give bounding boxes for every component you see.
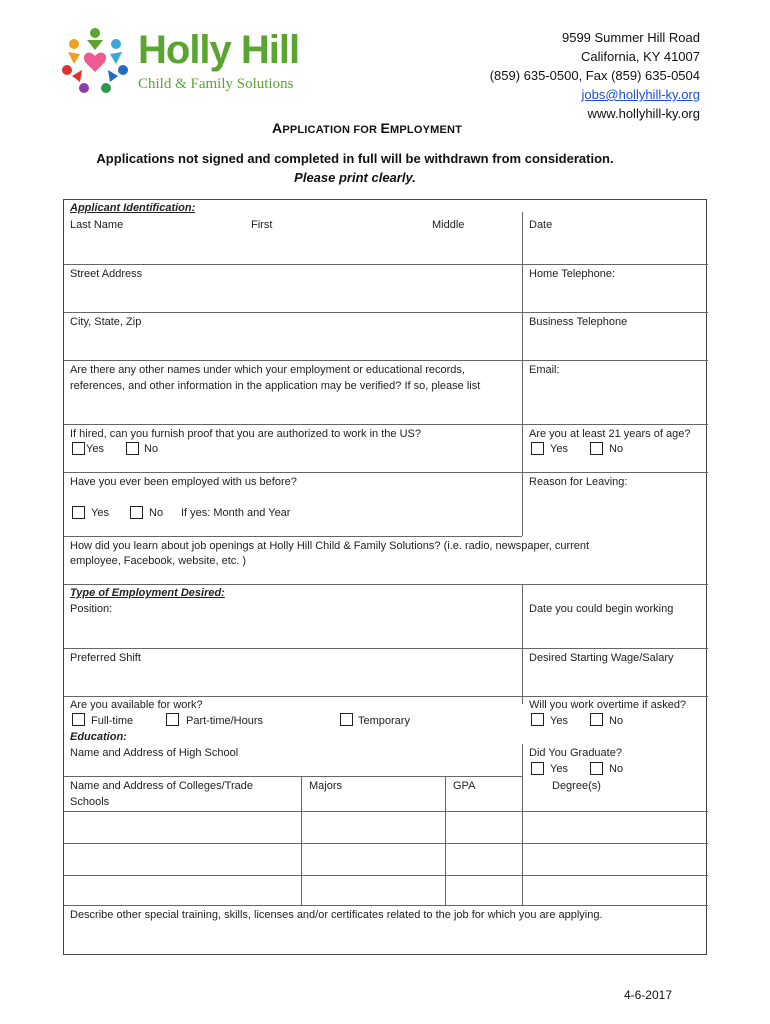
label-did-graduate: Did You Graduate? <box>529 747 622 759</box>
notice <box>0 149 710 187</box>
label-begin-working: Date you could begin working <box>529 603 674 615</box>
label-middle-name: Middle <box>432 219 465 231</box>
label-gpa: GPA <box>453 780 476 792</box>
notice-line-1: Applications not signed and completed in full will be withdrawn from consideration. <box>96 151 614 166</box>
checkbox-employed-yes[interactable] <box>72 506 85 519</box>
label-position: Position: <box>70 603 113 615</box>
label-other-names-1: Are there any other names under which your employment or educational records, <box>70 364 465 376</box>
label-reason-leaving: Reason for Leaving: <box>529 476 628 488</box>
notice-line-2: Please print clearly. <box>294 170 416 185</box>
email-link[interactable]: jobs@hollyhill-ky.org <box>581 87 700 102</box>
footer-date: 4-6-2017 <box>623 988 672 1002</box>
label-age-21: Are you at least 21 years of age? <box>529 428 691 440</box>
section-employment: Type of Employment Desired: <box>70 587 225 599</box>
website[interactable]: www.hollyhill-ky.org <box>587 106 700 121</box>
checkbox-overtime-no[interactable] <box>590 713 603 726</box>
label-first-name: First <box>251 219 273 231</box>
label-date: Date <box>529 219 553 231</box>
label-graduate-no: No <box>609 763 624 775</box>
label-overtime-yes: Yes <box>550 715 568 727</box>
label-parttime: Part-time/Hours <box>186 715 264 727</box>
section-applicant: Applicant Identification: <box>70 202 196 214</box>
label-majors: Majors <box>309 780 343 792</box>
label-available: Are you available for work? <box>70 699 203 711</box>
label-overtime-no: No <box>609 715 624 727</box>
label-high-school: Name and Address of High School <box>70 747 239 759</box>
label-colleges-1: Name and Address of Colleges/Trade <box>70 780 254 792</box>
label-temporary: Temporary <box>358 715 410 727</box>
label-authorized-yes: Yes <box>86 443 104 455</box>
logo-title: Holly Hill <box>138 28 300 72</box>
application-form <box>63 199 707 955</box>
checkbox-authorized-no[interactable] <box>126 442 139 455</box>
label-overtime: Will you work overtime if asked? <box>529 699 687 711</box>
label-employed-no: No <box>149 507 164 519</box>
address-line-2: California, KY 41007 <box>580 49 700 64</box>
label-employed-before: Have you ever been employed with us before? <box>70 476 297 488</box>
checkbox-parttime[interactable] <box>166 713 179 726</box>
checkbox-age-no[interactable] <box>590 442 603 455</box>
label-other-names-2: references, and other information in the application may be verified? If so, please list <box>70 380 481 392</box>
label-special-training: Describe other special training, skills, licenses and/or certificates related to the job for which you are applying. <box>70 909 603 921</box>
checkbox-temporary[interactable] <box>340 713 353 726</box>
label-graduate-yes: Yes <box>550 763 568 775</box>
label-preferred-shift: Preferred Shift <box>70 652 141 664</box>
label-email: Email: <box>529 364 560 376</box>
label-authorized-no: No <box>144 443 159 455</box>
label-city-state-zip: City, State, Zip <box>70 316 142 328</box>
address-line-1: 9599 Summer Hill Road <box>561 30 700 45</box>
address-block <box>490 28 700 123</box>
checkbox-graduate-no[interactable] <box>590 762 603 775</box>
label-degrees: Degree(s) <box>552 780 601 792</box>
label-age-yes: Yes <box>550 443 568 455</box>
label-home-telephone: Home Telephone: <box>529 268 616 280</box>
label-desired-wage: Desired Starting Wage/Salary <box>529 652 674 664</box>
label-last-name: Last Name <box>70 219 124 231</box>
label-business-telephone: Business Telephone <box>529 316 628 328</box>
logo-icon <box>60 26 130 96</box>
checkbox-employed-no[interactable] <box>130 506 143 519</box>
label-if-yes-month-year: If yes: Month and Year <box>181 507 291 519</box>
checkbox-authorized-yes[interactable] <box>72 442 85 455</box>
checkbox-overtime-yes[interactable] <box>531 713 544 726</box>
label-street-address: Street Address <box>70 268 143 280</box>
section-education: Education: <box>70 731 127 743</box>
checkbox-age-yes[interactable] <box>531 442 544 455</box>
phone-fax: (859) 635-0500, Fax (859) 635-0504 <box>489 68 700 83</box>
label-learn-about-jobs-1: How did you learn about job openings at Holly Hill Child & Family Solutions? (i.e. radio, newspaper, current <box>70 540 590 552</box>
label-colleges-2: Schools <box>70 796 110 808</box>
label-age-no: No <box>609 443 624 455</box>
checkbox-fulltime[interactable] <box>72 713 85 726</box>
label-employed-yes: Yes <box>91 507 109 519</box>
checkbox-graduate-yes[interactable] <box>531 762 544 775</box>
label-authorized-work: If hired, can you furnish proof that you are authorized to work in the US? <box>70 428 421 440</box>
page-title: APPLICATION FOR EMPLOYMENT <box>272 120 463 136</box>
logo-subtitle: Child & Family Solutions <box>138 76 294 92</box>
label-fulltime: Full-time <box>91 715 134 727</box>
label-learn-about-jobs-2: employee, Facebook, website, etc. ) <box>70 555 247 567</box>
